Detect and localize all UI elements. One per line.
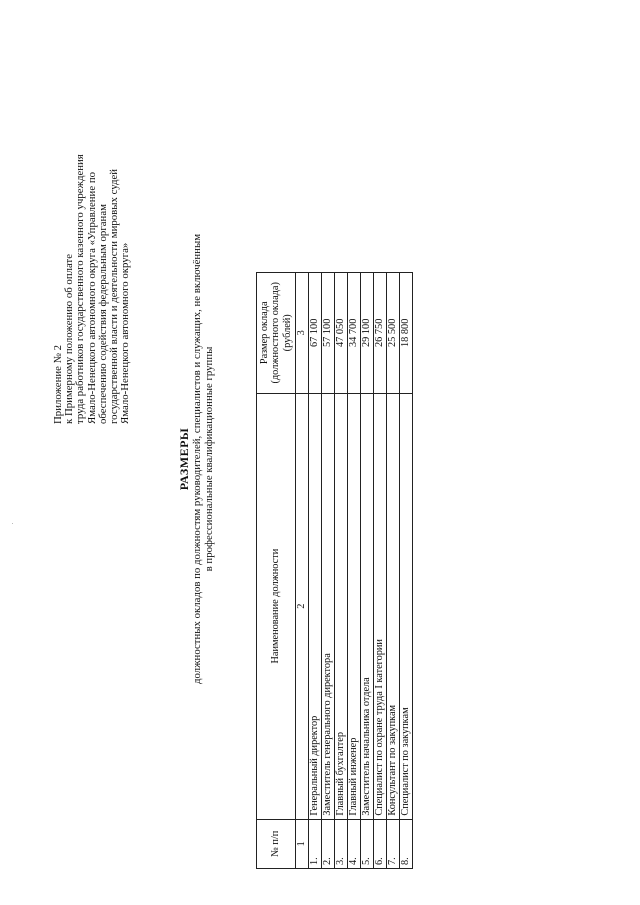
table-row xyxy=(309,273,322,869)
row-position: Специалист по закупкам xyxy=(400,393,413,819)
scan-speck xyxy=(12,523,13,524)
row-salary: 67 100 xyxy=(309,273,322,394)
row-salary: 34 700 xyxy=(348,273,361,394)
appendix-line: к Примерному положению об оплате xyxy=(63,253,76,424)
appendix-line: труда работников государственного казенного учреждения xyxy=(74,154,87,424)
appendix-line: обеспечению содействия федеральным органам xyxy=(96,204,109,424)
table-row xyxy=(374,273,387,869)
salary-table xyxy=(256,272,413,869)
document-subtitle xyxy=(192,49,215,869)
table-row xyxy=(400,273,413,869)
row-position: Генеральный директор xyxy=(309,393,322,819)
row-salary: 29 100 xyxy=(361,273,374,394)
row-position: Заместитель генерального директора xyxy=(322,393,335,819)
table-row xyxy=(322,273,335,869)
row-salary: 57 100 xyxy=(322,273,335,394)
row-position: Специалист по охране труда I категории xyxy=(374,393,387,819)
header-salary: Размер оклада (должностного оклада) (рублей) xyxy=(257,273,296,394)
table-header-row xyxy=(257,273,296,869)
column-number: 3 xyxy=(296,273,309,394)
subtitle-line: в профессиональные квалификационные группы xyxy=(202,346,215,572)
row-number: 6. xyxy=(374,819,387,868)
appendix-line: государственной власти и деятельности мировых судей xyxy=(108,168,121,424)
row-number: 4. xyxy=(348,819,361,868)
row-salary: 26 750 xyxy=(374,273,387,394)
appendix-note xyxy=(53,104,131,424)
column-number: 1 xyxy=(296,819,309,868)
row-salary: 25 500 xyxy=(387,273,400,394)
column-number: 2 xyxy=(296,393,309,819)
header-number: № п/п xyxy=(257,819,296,868)
row-number: 5. xyxy=(361,819,374,868)
row-number: 2. xyxy=(322,819,335,868)
row-position: Заместитель начальника отдела xyxy=(361,393,374,819)
rotated-document xyxy=(35,49,412,869)
table-row xyxy=(348,273,361,869)
appendix-line: Ямало-Ненецкого автономного округа «Управление по xyxy=(85,172,98,424)
row-position: Главный бухгалтер xyxy=(335,393,348,819)
table-row xyxy=(387,273,400,869)
table-row xyxy=(335,273,348,869)
appendix-line: Приложение № 2 xyxy=(52,344,64,424)
row-salary: 18 800 xyxy=(400,273,413,394)
document-title: РАЗМЕРЫ xyxy=(177,427,191,491)
table-row xyxy=(361,273,374,869)
row-position: Консультант по закупкам xyxy=(387,393,400,819)
appendix-line: Ямало-Ненецкого автономного округа» xyxy=(119,242,132,424)
row-number: 3. xyxy=(335,819,348,868)
table-column-numbers-row xyxy=(296,273,309,869)
row-position: Главный инженер xyxy=(348,393,361,819)
row-salary: 47 050 xyxy=(335,273,348,394)
header-position: Наименование должности xyxy=(257,393,296,819)
row-number: 1. xyxy=(309,819,322,868)
row-number: 8. xyxy=(400,819,413,868)
row-number: 7. xyxy=(387,819,400,868)
subtitle-line: должностных окладов по должностям руководителей, специалистов и служащих, не включённым xyxy=(191,233,203,685)
